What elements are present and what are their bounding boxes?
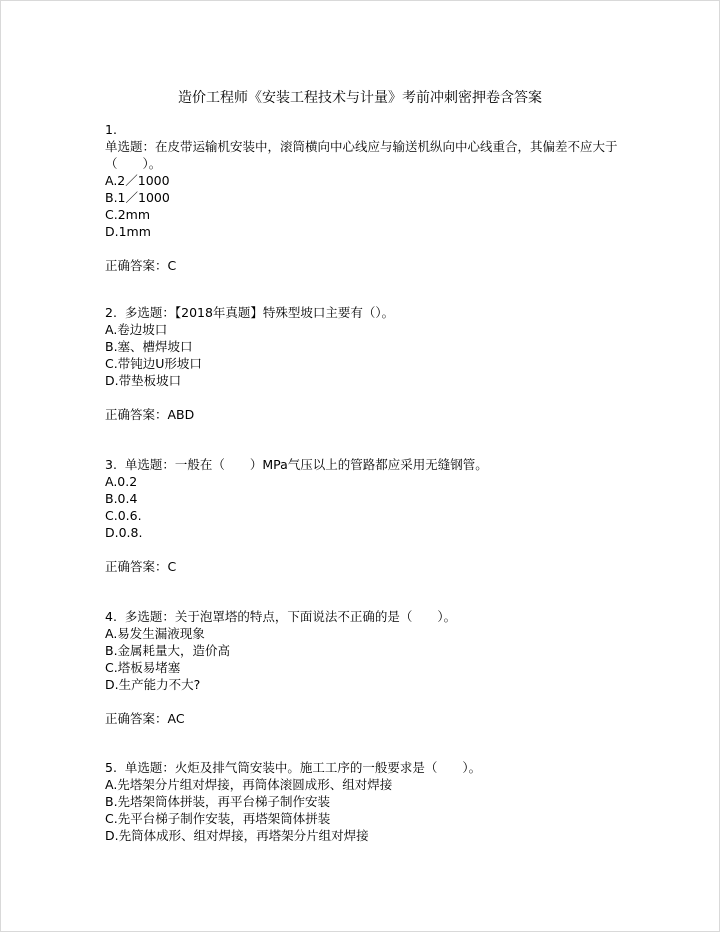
document-title: 造价工程师《安装工程技术与计量》考前冲刺密押卷含答案: [178, 90, 542, 106]
question-4-option-d: D.生产能力不大?: [105, 677, 201, 692]
question-5-option-c: C.先平台梯子制作安装，再塔架筒体拼装: [105, 811, 331, 826]
question-2-option-b: B.塞、槽焊坡口: [105, 339, 193, 354]
question-3-answer: 正确答案：C: [105, 559, 177, 574]
question-1-option-b: B.1／1000: [105, 190, 170, 205]
question-5-option-d: D.先筒体成形、组对焊接，再塔架分片组对焊接: [105, 828, 369, 843]
question-3-option-c: C.0.6.: [105, 508, 142, 523]
question-1-option-a: A.2／1000: [105, 173, 170, 188]
question-4-option-a: A.易发生漏液现象: [105, 626, 205, 641]
question-1-answer: 正确答案：C: [105, 258, 177, 273]
question-4-option-c: C.塔板易堵塞: [105, 660, 181, 675]
question-2-option-d: D.带垫板坡口: [105, 373, 182, 388]
question-2-stem: 2. 多选题：【2018年真题】特殊型坡口主要有（）。: [105, 305, 395, 320]
question-5-stem: 5. 单选题：火炬及排气筒安装中。施工工序的一般要求是（ ）。: [105, 760, 482, 775]
question-1: [105, 121, 635, 274]
question-2: [105, 304, 635, 423]
question-5-option-a: A.先塔架分片组对焊接，再筒体滚圆成形、组对焊接: [105, 777, 393, 792]
question-4-stem: 4. 多选题：关于泡罩塔的特点，下面说法不正确的是（ ）。: [105, 609, 457, 624]
question-2-option-a: A.卷边坡口: [105, 322, 168, 337]
question-1-stem: 单选题：在皮带运输机安装中，滚筒横向中心线应与输送机纵向中心线重合，其偏差不应大于（ ）。: [105, 139, 618, 171]
question-3-option-d: D.0.8.: [105, 525, 143, 540]
question-2-answer: 正确答案：ABD: [105, 407, 195, 422]
question-3-stem: 3. 单选题：一般在（ ）MPa气压以上的管路都应采用无缝钢管。: [105, 457, 488, 472]
question-1-number: 1.: [105, 122, 117, 137]
question-4-answer: 正确答案：AC: [105, 711, 185, 726]
question-5: [105, 759, 635, 844]
question-3: [105, 456, 635, 575]
question-3-option-a: A.0.2: [105, 474, 138, 489]
question-4: [105, 608, 635, 727]
question-4-option-b: B.金属耗量大，造价高: [105, 643, 231, 658]
question-2-option-c: C.带钝边U形坡口: [105, 356, 202, 371]
question-3-option-b: B.0.4: [105, 491, 138, 506]
question-1-option-d: D.1mm: [105, 224, 151, 239]
question-5-option-b: B.先塔架筒体拼装，再平台梯子制作安装: [105, 794, 331, 809]
question-1-option-c: C.2mm: [105, 207, 151, 222]
